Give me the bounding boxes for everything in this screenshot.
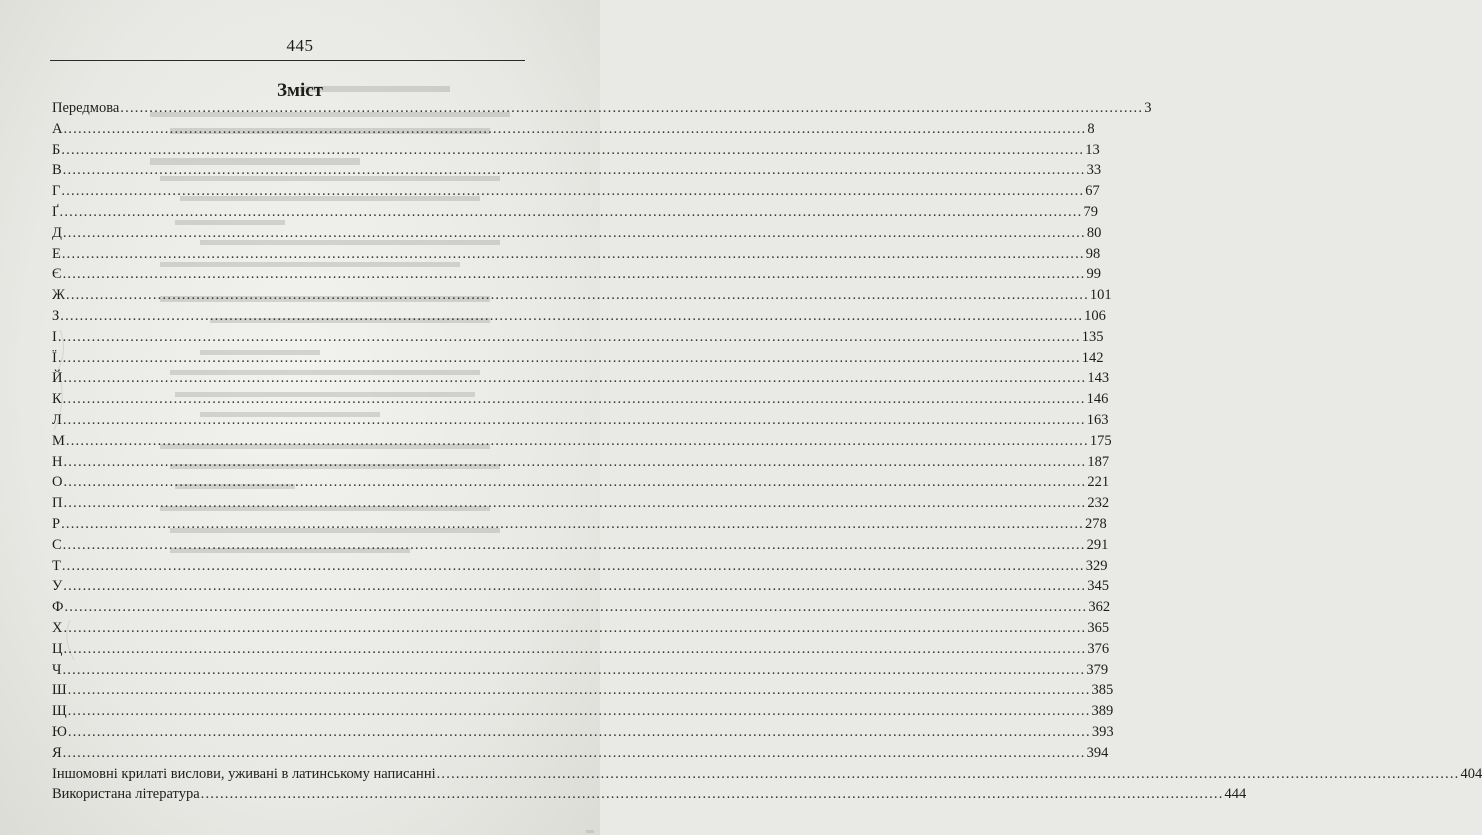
toc-title: Зміст — [276, 80, 323, 101]
toc-entry-label: Щ — [52, 703, 67, 720]
toc-entry — [52, 576, 1109, 597]
toc-entry — [52, 639, 1110, 660]
toc-leader-dots: .................................................................................................................................................................................................................... — [120, 100, 1144, 116]
toc-entry-label: Д — [52, 224, 62, 241]
toc-leader-dots: .................................................................................................................................................................................................................... — [67, 723, 1091, 740]
toc-entry-page: 385 — [1091, 682, 1114, 699]
toc-entry — [52, 660, 1109, 681]
toc-entry — [52, 535, 1109, 556]
toc-entry-page: 362 — [1088, 599, 1111, 616]
toc-entry-page: 80 — [1086, 224, 1102, 241]
toc-leader-dots: .................................................................................................................................................................................................................... — [61, 515, 1084, 532]
toc-entry — [52, 493, 1110, 514]
toc-entry-page: 365 — [1087, 619, 1110, 636]
toc-entry — [52, 181, 1100, 202]
toc-entry-page: 329 — [1085, 557, 1108, 574]
toc-leader-dots: .................................................................................................................................................................................................................... — [61, 557, 1085, 574]
toc-entry-page: 135 — [1081, 328, 1104, 345]
toc-entry-label: Т — [52, 557, 61, 574]
toc-entry — [52, 410, 1109, 431]
toc-entry-page: 376 — [1087, 640, 1110, 657]
toc-leader-dots: .................................................................................................................................................................................................................... — [60, 307, 1084, 324]
toc-entry-label: О — [52, 474, 63, 491]
toc-entry-label: П — [52, 495, 63, 512]
toc-leader-dots: .................................................................................................................................................................................................................... — [66, 287, 1089, 304]
toc-entry-label: Е — [52, 245, 61, 262]
toc-entry-label: Х — [52, 619, 63, 636]
toc-leader-dots: .................................................................................................................................................................................................................... — [67, 682, 1091, 699]
toc-entry-label: Ґ — [52, 203, 59, 220]
toc-entry-page: 379 — [1086, 661, 1109, 678]
header-rule — [50, 60, 525, 61]
toc-leader-dots: .................................................................................................................................................................................................................... — [59, 203, 1083, 220]
toc-entry-page: 143 — [1087, 370, 1110, 387]
toc-entry — [52, 285, 1112, 306]
toc-entry-label: І — [52, 328, 57, 345]
toc-leader-dots: .................................................................................................................................................................................................................... — [67, 703, 1091, 720]
toc-entry-label: Ч — [52, 661, 62, 678]
scan-edge-mark — [586, 830, 594, 833]
toc-leader-dots: .................................................................................................................................................................................................................... — [57, 328, 1081, 345]
toc-leader-dots: .................................................................................................................................................................................................................... — [63, 120, 1087, 137]
toc-entry-page: 3 — [1144, 100, 1152, 116]
toc-leader-dots: .................................................................................................................................................................................................................... — [63, 619, 1087, 636]
toc-entry-page: 175 — [1089, 432, 1112, 449]
toc-leader-dots: .................................................................................................................................................................................................................... — [63, 474, 1087, 491]
toc-leader-dots: .................................................................................................................................................................................................................... — [61, 183, 1085, 200]
toc-entry-page: 8 — [1087, 120, 1095, 137]
toc-entry-label: Я — [52, 744, 62, 761]
toc-entry-label: Іншомовні крилаті вислови, уживані в латинському написанні — [52, 765, 436, 782]
toc-leader-dots: .................................................................................................................................................................................................................... — [63, 578, 1087, 595]
toc-entry — [52, 514, 1107, 535]
toc-leader-dots: .................................................................................................................................................................................................................... — [62, 744, 1086, 761]
toc-leader-dots: .................................................................................................................................................................................................................... — [64, 599, 1088, 616]
toc-entry-label: Г — [52, 183, 61, 200]
toc-entry — [52, 701, 1114, 722]
toc-entry-page: 291 — [1086, 536, 1109, 553]
toc-entry-page: 187 — [1087, 453, 1110, 470]
toc-entry-label: С — [52, 536, 62, 553]
toc-entry-label: Ц — [52, 640, 63, 657]
toc-leader-dots: .................................................................................................................................................................................................................... — [63, 495, 1087, 512]
toc-leader-dots: .................................................................................................................................................................................................................... — [62, 224, 1086, 241]
toc-entry-page: 101 — [1089, 287, 1112, 304]
toc-entry-label: Ф — [52, 599, 64, 616]
toc-leader-dots: .................................................................................................................................................................................................................... — [61, 245, 1085, 262]
toc-entry-page: 389 — [1091, 703, 1114, 720]
toc-entry-label: Л — [52, 411, 62, 428]
toc-entry-page: 146 — [1086, 391, 1109, 408]
toc-entry — [52, 140, 1100, 161]
toc-leader-dots: .................................................................................................................................................................................................................... — [65, 432, 1089, 449]
toc-entry-page: 13 — [1085, 141, 1100, 158]
toc-entry-label: З — [52, 307, 60, 324]
toc-entry — [52, 722, 1114, 743]
toc-entry — [52, 556, 1108, 577]
toc-entry — [52, 452, 1110, 473]
toc-entry — [52, 743, 1109, 764]
toc-entry-page: 142 — [1081, 349, 1104, 366]
toc-entry-label: Ж — [52, 287, 65, 304]
toc-entry-page: 404 — [1460, 765, 1482, 782]
toc-entry-page: 393 — [1091, 723, 1114, 740]
toc-entry — [52, 306, 1106, 327]
toc-entry-label: Ш — [52, 682, 67, 699]
toc-entry — [52, 680, 1114, 701]
toc-entry-label: Ю — [52, 723, 67, 740]
toc-entry-label: Б — [52, 141, 61, 158]
toc-entry — [52, 431, 1112, 452]
toc-entry-label: У — [52, 578, 63, 595]
toc-entry — [52, 223, 1102, 244]
toc-entry — [52, 764, 1482, 785]
toc-leader-dots: .................................................................................................................................................................................................................... — [63, 453, 1087, 470]
toc-entry — [52, 202, 1098, 223]
toc-entry — [52, 327, 1104, 348]
toc-entry — [52, 264, 1101, 285]
toc-entry-page: 394 — [1086, 744, 1109, 761]
toc-leader-dots: .................................................................................................................................................................................................................... — [61, 141, 1085, 158]
toc-entry-label: Використана література — [52, 786, 200, 803]
toc-entry-page: 67 — [1085, 183, 1100, 200]
toc-entry-page: 106 — [1084, 307, 1106, 324]
toc-entry-label: Ї — [52, 349, 57, 366]
toc-entry — [52, 98, 1152, 119]
toc-entry-page: 163 — [1086, 411, 1109, 428]
toc-entry-page: 278 — [1084, 515, 1107, 532]
toc-entry-page: 99 — [1086, 266, 1101, 283]
toc-leader-dots: .................................................................................................................................................................................................................... — [62, 162, 1086, 179]
toc-leader-dots: .................................................................................................................................................................................................................... — [62, 411, 1086, 428]
toc-entry-page: 221 — [1087, 474, 1110, 491]
toc-entry-label: К — [52, 391, 62, 408]
toc-entry-page: 33 — [1086, 162, 1102, 179]
toc-entry — [52, 618, 1110, 639]
toc-entry-page: 232 — [1087, 495, 1110, 512]
toc-entry — [52, 348, 1104, 369]
toc-entry-page: 444 — [1224, 786, 1247, 803]
toc-leader-dots: .................................................................................................................................................................................................................... — [62, 266, 1086, 283]
toc-entry-label: Передмова — [52, 100, 120, 116]
toc-entry — [52, 244, 1101, 265]
toc-entry — [52, 597, 1111, 618]
toc-entry-label: Є — [52, 266, 62, 283]
toc-entry-label: М — [52, 432, 65, 449]
toc-leader-dots: .................................................................................................................................................................................................................... — [63, 370, 1087, 387]
toc-entry — [52, 784, 1247, 805]
toc-leader-dots: .................................................................................................................................................................................................................... — [62, 661, 1086, 678]
toc-entry-label: А — [52, 120, 63, 137]
toc-leader-dots: .................................................................................................................................................................................................................... — [62, 391, 1086, 408]
toc-entry-label: Н — [52, 453, 63, 470]
toc-entry-label: Й — [52, 370, 63, 387]
table-of-contents — [52, 98, 1482, 805]
toc-entry — [52, 160, 1102, 181]
page-number: 445 — [286, 36, 314, 55]
toc-leader-dots: .................................................................................................................................................................................................................... — [57, 349, 1081, 366]
toc-entry-page: 345 — [1087, 578, 1109, 595]
toc-entry-label: Р — [52, 515, 61, 532]
toc-entry-page: 79 — [1083, 203, 1098, 220]
toc-entry — [52, 472, 1110, 493]
toc-entry — [52, 119, 1095, 140]
toc-entry-page: 98 — [1085, 245, 1101, 262]
toc-leader-dots: .................................................................................................................................................................................................................... — [200, 786, 1224, 803]
toc-entry-label: В — [52, 162, 62, 179]
toc-entry — [52, 389, 1109, 410]
toc-leader-dots: .................................................................................................................................................................................................................... — [62, 536, 1086, 553]
toc-leader-dots: .................................................................................................................................................................................................................... — [436, 765, 1460, 782]
toc-entry — [52, 368, 1110, 389]
toc-leader-dots: .................................................................................................................................................................................................................... — [63, 640, 1087, 657]
